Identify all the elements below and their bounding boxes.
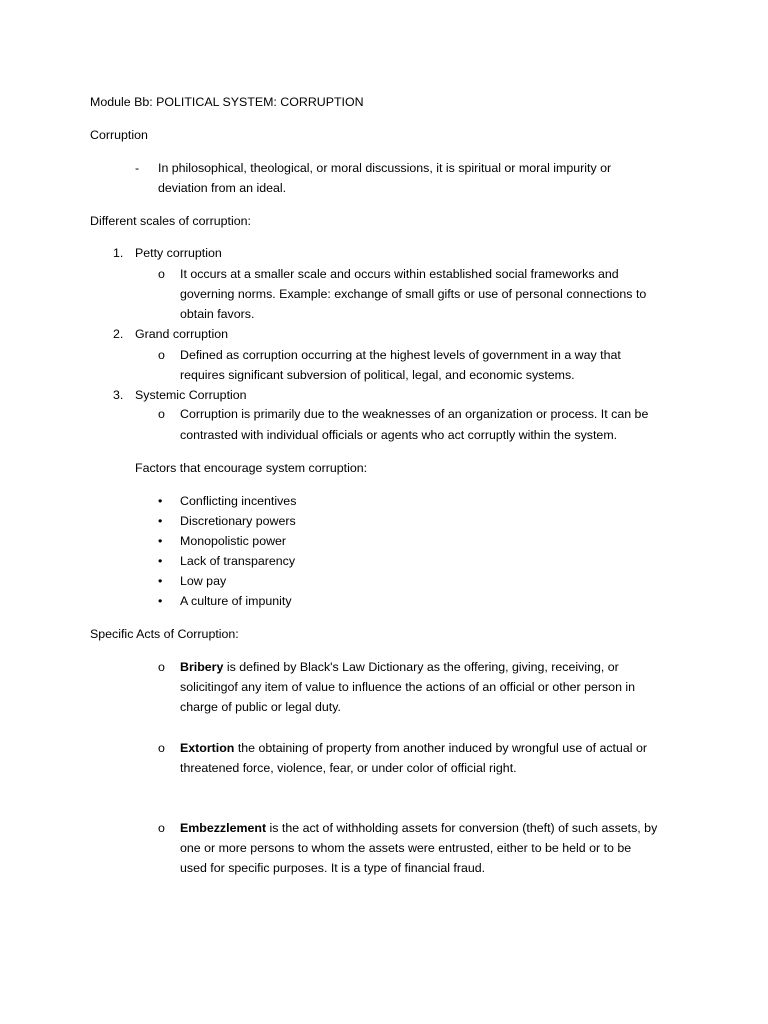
bribery-term: Bribery (180, 660, 224, 674)
list-number: 3. (113, 388, 124, 402)
extortion-line: threatened force, violence, fear, or under color of official right. (180, 761, 517, 775)
scale-description-line: requires significant subversion of political, legal, and economic systems. (180, 368, 575, 382)
factor-item: A culture of impunity (180, 594, 292, 608)
embezzlement-line: one or more persons to whom the assets were entrusted, either to be held or to be (180, 841, 632, 855)
corruption-heading: Corruption (90, 128, 148, 142)
list-number: 2. (113, 327, 124, 341)
factors-heading: Factors that encourage system corruption: (135, 461, 368, 475)
scale-description-line: It occurs at a smaller scale and occurs within established social frameworks and (180, 267, 619, 281)
extortion-first-line (180, 738, 647, 758)
corruption-definition-line: In philosophical, theological, or moral discussions, it is spiritual or moral impurity or (158, 161, 612, 175)
bullet-marker: • (158, 554, 163, 568)
bribery-line: solicitingof any item of value to influence the actions of an official or other person in (180, 680, 636, 694)
bullet-marker: • (158, 594, 163, 608)
acts-heading: Specific Acts of Corruption: (90, 627, 239, 641)
bullet-marker: • (158, 514, 163, 528)
scales-heading: Different scales of corruption: (90, 214, 251, 228)
embezzlement-line: used for specific purposes. It is a type of financial fraud. (180, 861, 486, 875)
factor-item: Monopolistic power (180, 534, 287, 548)
bribery-line: charge of public or legal duty. (180, 700, 341, 714)
scale-description-line: Defined as corruption occurring at the highest levels of government in a way that (180, 348, 621, 362)
dash-marker: - (135, 161, 140, 175)
scale-title-systemic: Systemic Corruption (135, 388, 247, 402)
circle-bullet: o (158, 741, 165, 755)
corruption-definition-line: deviation from an ideal. (158, 181, 287, 195)
extortion-term: Extortion (180, 741, 235, 755)
embezzlement-text: is the act of withholding assets for conversion (theft) of such assets, by (266, 821, 658, 835)
extortion-text: the obtaining of property from another induced by wrongful use of actual or (234, 741, 647, 755)
list-number: 1. (113, 246, 124, 260)
scale-title-petty: Petty corruption (135, 246, 222, 260)
embezzlement-term: Embezzlement (180, 821, 267, 835)
bullet-marker: • (158, 534, 163, 548)
bullet-marker: • (158, 574, 163, 588)
embezzlement-first-line (180, 818, 657, 838)
circle-bullet: o (158, 267, 165, 281)
scale-description-line: governing norms. Example: exchange of small gifts or use of personal connections to (180, 287, 647, 301)
circle-bullet: o (158, 348, 165, 362)
bribery-first-line (180, 657, 619, 677)
bullet-marker: • (158, 494, 163, 508)
factor-item: Discretionary powers (180, 514, 296, 528)
circle-bullet: o (158, 660, 165, 674)
scale-description-line: contrasted with individual officials or agents who act corruptly within the system. (180, 428, 618, 442)
bribery-text: is defined by Black's Law Dictionary as the offering, giving, receiving, or (223, 660, 619, 674)
scale-description-line: obtain favors. (180, 307, 255, 321)
scale-description-line: Corruption is primarily due to the weaknesses of an organization or process. It can be (180, 407, 649, 421)
factor-item: Conflicting incentives (180, 494, 297, 508)
circle-bullet: o (158, 407, 165, 421)
scale-title-grand: Grand corruption (135, 327, 228, 341)
factor-item: Lack of transparency (180, 554, 296, 568)
circle-bullet: o (158, 821, 165, 835)
page-title: Module Bb: POLITICAL SYSTEM: CORRUPTION (90, 95, 364, 109)
factor-item: Low pay (180, 574, 227, 588)
